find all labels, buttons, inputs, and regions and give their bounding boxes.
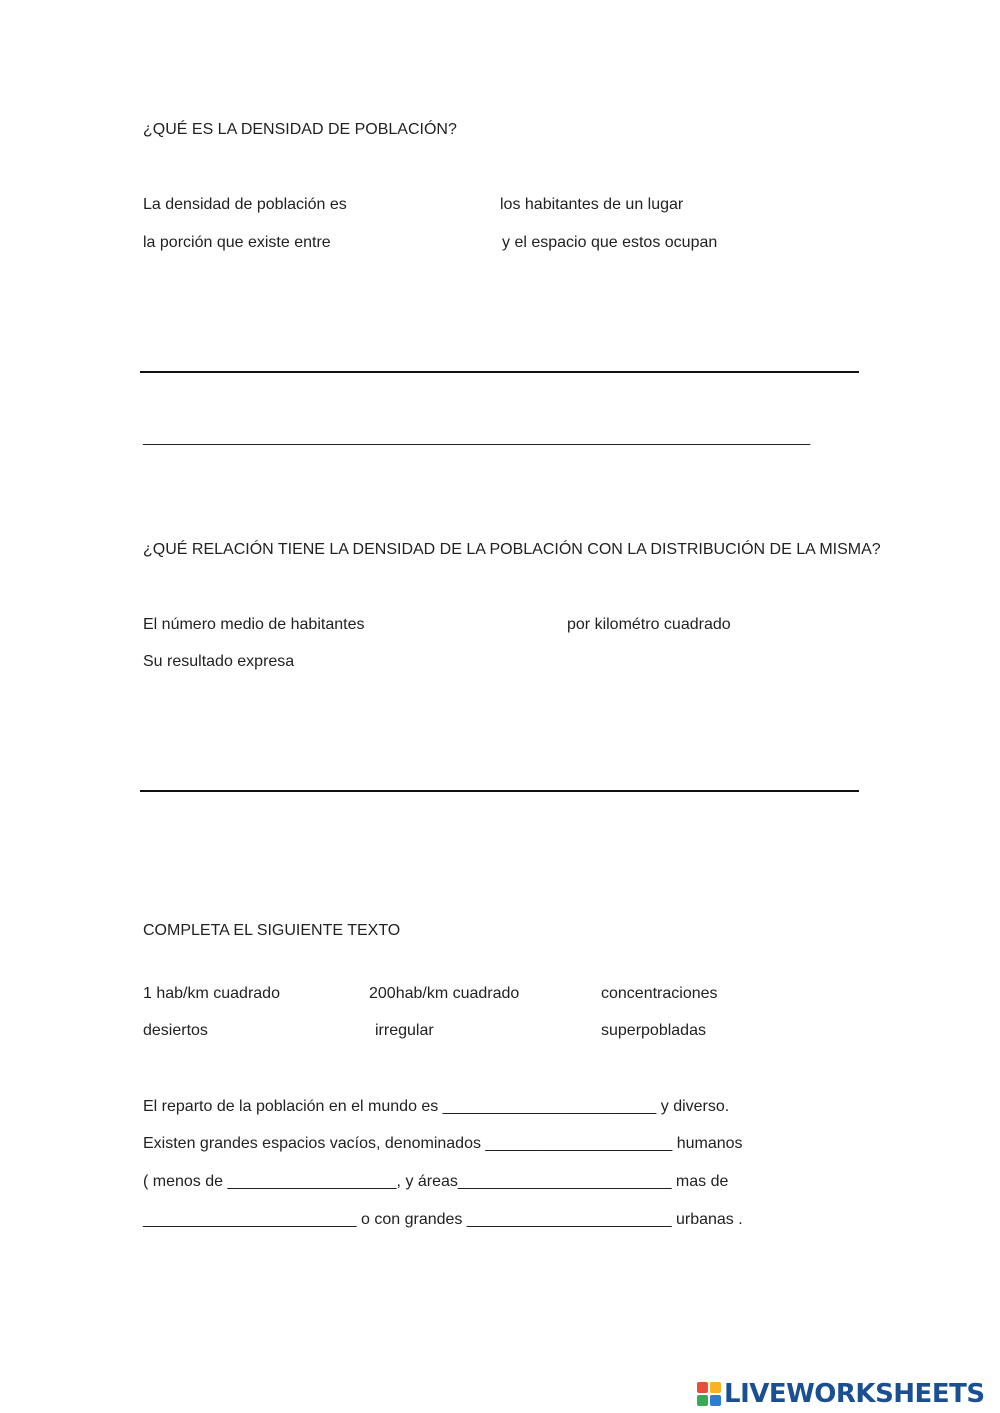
section2-line1-left: El número medio de habitantes bbox=[143, 616, 365, 633]
word-bank-item: irregular bbox=[375, 1022, 434, 1039]
section2-title: ¿QUÉ RELACIÓN TIENE LA DENSIDAD DE LA POBLACIÓN CON LA DISTRIBUCIÓN DE LA MISMA? bbox=[143, 541, 881, 558]
fill-in-paragraph-line: ( menos de ___________________, y áreas________________________ mas de bbox=[143, 1173, 729, 1190]
word-bank-item: superpobladas bbox=[601, 1022, 706, 1039]
fill-in-paragraph-line: ________________________ o con grandes _______________________ urbanas . bbox=[143, 1211, 743, 1228]
divider-rule-1 bbox=[140, 371, 859, 373]
divider-rule-2 bbox=[140, 790, 859, 792]
logo-text: LIVEWORKSHEETS bbox=[724, 1379, 985, 1409]
liveworksheets-logo-icon bbox=[697, 1382, 721, 1406]
section1-line1-right: los habitantes de un lugar bbox=[500, 196, 684, 213]
section1-title: ¿QUÉ ES LA DENSIDAD DE POBLACIÓN? bbox=[143, 121, 457, 138]
liveworksheets-logo bbox=[697, 1379, 985, 1409]
word-bank-item: 200hab/km cuadrado bbox=[369, 985, 520, 1002]
answer-underscore-line: ______________________________________________________________________________ bbox=[143, 429, 810, 446]
section1-line2-right: y el espacio que estos ocupan bbox=[502, 234, 718, 251]
section1-line2-left: la porción que existe entre bbox=[143, 234, 331, 251]
section1-line1-left: La densidad de población es bbox=[143, 196, 347, 213]
fill-in-paragraph-line: El reparto de la población en el mundo es ________________________ y diverso. bbox=[143, 1098, 730, 1115]
fill-in-paragraph-line: Existen grandes espacios vacíos, denominados _____________________ humanos bbox=[143, 1135, 743, 1152]
word-bank-item: 1 hab/km cuadrado bbox=[143, 985, 280, 1002]
section2-line2-left: Su resultado expresa bbox=[143, 653, 295, 670]
section2-line1-right: por kilométro cuadrado bbox=[567, 616, 731, 633]
section3-title: COMPLETA EL SIGUIENTE TEXTO bbox=[143, 922, 401, 939]
word-bank-item: concentraciones bbox=[601, 985, 718, 1002]
word-bank-item: desiertos bbox=[143, 1022, 208, 1039]
